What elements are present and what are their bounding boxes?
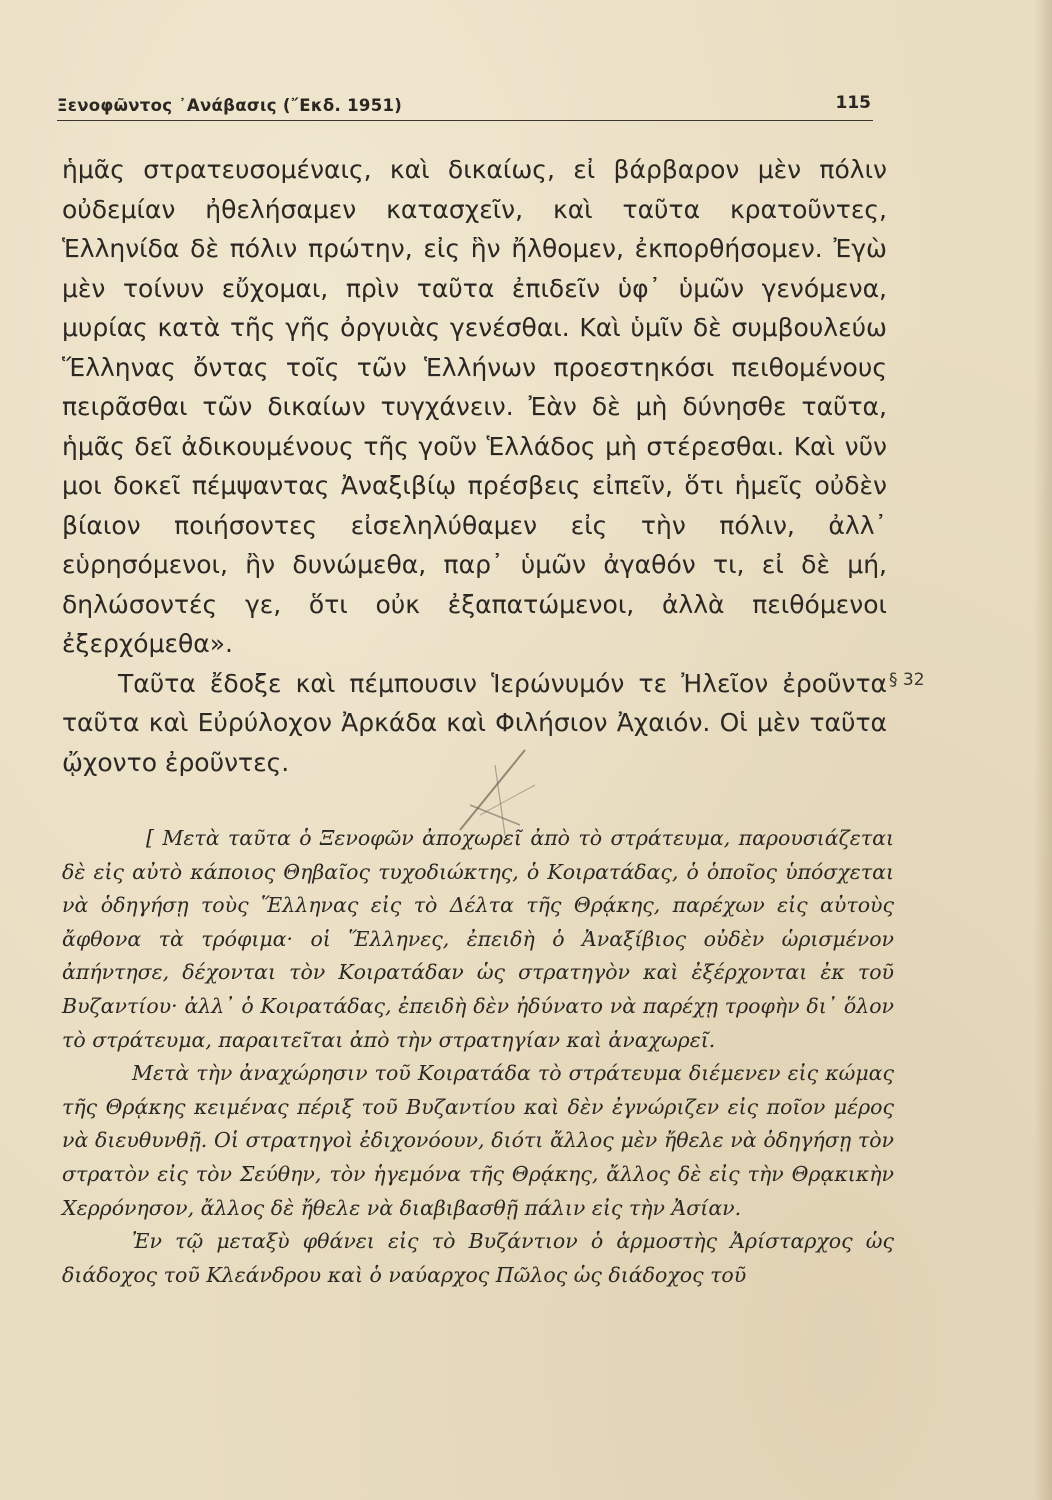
main-paragraph: Ταῦτα ἔδοξε καὶ πέμπουσιν Ἱερώνυμόν τε Ἠλεῖον ἐροῦντα ταῦτα καὶ Εὐρύλοχον Ἀρκάδα καὶ Φιλήσιον Ἀχαιόν. Οἱ μὲν ταῦτα ᾤχοντο ἐροῦντες. [62, 668, 887, 777]
page-edge-shadow [1034, 0, 1052, 1500]
running-title: Ξενοφῶντος ᾿Ανάβασις (῎Εκδ. 1951) [57, 96, 403, 115]
main-text [62, 150, 887, 782]
running-header [57, 92, 873, 121]
summary-text [62, 822, 894, 1292]
page-number: 115 [835, 93, 871, 113]
summary-paragraph: Ἐν τῷ μεταξὺ φθάνει εἰς τὸ Βυζάντιον ὁ ἁρμοστὴς Ἀρίσταρχος ὡς διάδοχος τοῦ Κλεάνδρου καὶ ὁ ναύαρχος Πῶλος ὡς διάδοχος τοῦ [62, 1229, 894, 1287]
main-paragraph: ἡμᾶς στρατευσομέναις, καὶ δικαίως, εἰ βάρβαρον μὲν πόλιν οὐδεμίαν ἠθελήσαμεν κατασχεῖν, καὶ ταῦτα κρατοῦντες, Ἑλληνίδα δὲ πόλιν πρώτην, εἰς ἣν ἤλθομεν, ἐκπορθήσομεν. Ἐγὼ μὲν τοίνυν εὔχομαι, πρὶν ταῦτα ἐπιδεῖν ὑφ᾽ ὑμῶν γενόμενα, μυρίας κατὰ τῆς γῆς ὀργυιὰς γενέσθαι. Καὶ ὑμῖν δὲ συμβουλεύω Ἕλληνας ὄντας τοῖς τῶν Ἑλλήνων προεστηκόσι πειθομένους πειρᾶσθαι τῶν δικαίων τυγχάνειν. Ἐὰν δὲ μὴ δύνησθε ταῦτα, ἡμᾶς δεῖ ἀδικουμένους τῆς γοῦν Ἑλλάδος μὴ στέρεσθαι. Καὶ νῦν μοι δοκεῖ πέμψαντας Ἀναξιβίῳ πρέσβεις εἰπεῖν, ὅτι ἡμεῖς οὐδὲν βίαιον ποιήσοντες εἰσεληλύθαμεν εἰς τὴν πόλιν, ἀλλ᾽ εὑρησόμενοι, ἢν δυνώμεθα, παρ᾽ ὑμῶν ἀγαθόν τι, εἰ δὲ μή, δηλώσοντές γε, ὅτι οὐκ ἐξαπατώμενοι, ἀλλὰ πειθόμενοι ἐξερχόμεθα». [62, 155, 887, 658]
summary-paragraph: Μετὰ τὴν ἀναχώρησιν τοῦ Κοιρατάδα τὸ στράτευμα διέμενεν εἰς κώμας τῆς Θρᾴκης κειμένας πέριξ τοῦ Βυζαντίου καὶ δὲν ἐγνώριζεν εἰς ποῖον μέρος νὰ διευθυνθῇ. Οἱ στρατηγοὶ ἐδιχονόουν, διότι ἄλλος μὲν ἤθελε νὰ ὁδηγήσῃ τὸν στρατὸν εἰς τὸν Σεύθην, τὸν ἡγεμόνα τῆς Θρᾴκης, ἄλλος δὲ εἰς τὴν Θρᾳκικὴν Χερρόνησον, ἄλλος δὲ ἤθελε νὰ διαβιβασθῇ πάλιν εἰς τὴν Ἀσίαν. [62, 1061, 894, 1220]
summary-paragraph: [ Μετὰ ταῦτα ὁ Ξενοφῶν ἀποχωρεῖ ἀπὸ τὸ στράτευμα, παρουσιάζεται δὲ εἰς αὐτὸ κάποιος Θηβαῖος τυχοδιώκτης, ὁ Κοιρατάδας, ὁ ὁποῖος ὑπόσχεται νὰ ὁδηγήσῃ τοὺς Ἕλληνας εἰς τὸ Δέλτα τῆς Θρᾴκης, παρέχων εἰς αὐτοὺς ἄφθονα τὰ τρόφιμα· οἱ Ἕλληνες, ἐπειδὴ ὁ Ἀναξίβιος οὐδὲν ὡρισμένον ἀπήντησε, δέχονται τὸν Κοιρατάδαν ὡς στρατηγὸν καὶ ἐξέρχονται ἐκ τοῦ Βυζαντίου· ἀλλ᾽ ὁ Κοιρατάδας, ἐπειδὴ δὲν ἠδύνατο νὰ παρέχῃ τροφὴν δι᾽ ὅλον τὸ στράτευμα, παραιτεῖται ἀπὸ τὴν στρατηγίαν καὶ ἀναχωρεῖ. [62, 826, 894, 1052]
section-marker: § 32 [889, 670, 925, 690]
